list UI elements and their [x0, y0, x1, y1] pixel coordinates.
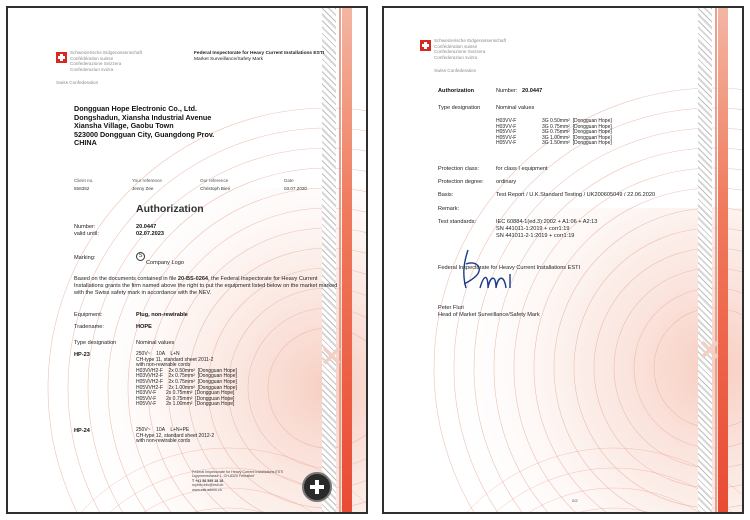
list-item: H05VV-F 3G 1.00mm² [Dongguan Hope] [496, 134, 612, 141]
test-standards-label: Test standards: [438, 219, 476, 225]
protection-degree-value: ordinary [496, 179, 517, 185]
esti-seal-icon [302, 472, 332, 502]
inspectorate-header: Federal Inspectorate for Heavy Current Installations ESTI Market Surveillance/Safety Mark [194, 51, 325, 62]
basis-value: Test Report / U.K.Standard Testing / UK200605049 / 22.06.2020 [496, 192, 656, 198]
swiss-flag-icon [56, 52, 67, 63]
safety-mark-icon: S [136, 252, 145, 261]
tradename-value: HOPE [136, 324, 152, 330]
protection-class-value: for class I equipment [496, 166, 548, 172]
decorative-rope-stripe [698, 8, 712, 512]
protection-degree-label: Protection degree: [438, 179, 484, 185]
protection-class-label: Protection class: [438, 166, 480, 172]
test-standards-list: IEC 60884-1(ed.3):2002 + A1:06 + A2:13 SN 441011-1:2019 + corr1:19 SN 441011-2-1:2019 + corr1:19 [496, 219, 598, 239]
nominal-values-label: Nominal values [136, 340, 175, 346]
certificate-page-1 [6, 6, 368, 514]
footer-contact: Federal Inspectorate for Heavy Current Installations ESTI Luppmenstrasse 1, CH-8320 Fehraltorf T +41 58 595 18 18 myinfo.info@esti.ch www.esti.admin.ch [192, 470, 284, 492]
ref-your-reference: Your reference Jenny Zee [132, 178, 162, 191]
authorization-label: Authorization [438, 88, 475, 94]
valid-until-value: 02.07.2023 [136, 231, 164, 237]
number-value: 20.0447 [522, 88, 543, 94]
background-arc-pattern [384, 8, 744, 514]
number-value: 20.0447 [136, 224, 157, 230]
page-title: Authorization [136, 203, 204, 215]
tradename-label: Tradename: [74, 324, 104, 330]
decorative-red-stripe [718, 8, 728, 512]
swiss-cross-watermark: ✕ [698, 335, 722, 366]
basis-label: Basis: [438, 192, 454, 198]
swiss-confederation-label: Swiss Confederation [434, 68, 477, 73]
number-label: Number: [74, 224, 96, 230]
ref-our-reference: Our reference Christoph Bieri [200, 178, 231, 191]
remark-label: Remark: [438, 206, 460, 212]
model-spec-list: 250V~ 10A L+N CH-type 11, standard sheet 2011-2 with non-rewirable cords H03VVH2-F 2x 0.50mm² [Dongguan Hope] H03VVH2-F 2x 0.75mm² [Dongguan Hope] H05VVH2-F 2x 0.75mm² [Dongguan Hope] H05VVH2-F 2x 1.00mm² [Dongguan Hope] H03VV-F 2x 0.75mm² [Dongguan Hope] H05VV-F 2x 0.75mm² [Dongguan Hope] H05VV-F 2x 1.00mm² [Dongguan Hope] [136, 351, 237, 408]
recipient-address: Dongguan Hope Electronic Co., Ltd. Dongshadun, Xiansha Industrial Avenue Xiansha Village, Gaobu Town 523000 Dongguan City, Guangdong Prov. CHINA [74, 104, 215, 148]
type-designation-label: Type designation [74, 340, 117, 346]
confederation-lines: Schweizerische Eidgenossenschaft Confédération suisse Confederazione Svizzera Confederaziun svizra [434, 38, 507, 60]
authorization-paragraph: Based on the documents contained in file 20-BS-0264, the Federal Inspectorate for Heavy Current Installations grants the firm named above the right to put the equipment listed below on the market marked with the Swiss safety mark in accordance with the NEV. [74, 276, 338, 296]
cord-list [496, 119, 612, 147]
list-item: H05VV-F 3G 0.75mm² [Dongguan Hope] [496, 129, 612, 136]
page-number: 2/2 [572, 498, 578, 503]
type-designation-label: Type designation [438, 105, 481, 111]
swiss-confederation-label: Swiss Confederation [56, 80, 99, 85]
signer-title: Head of Market Surveillance/Safety Mark [438, 312, 540, 318]
list-item: H03VV-F 3G 0.75mm² [Dongguan Hope] [496, 123, 612, 130]
list-item: H03VV-F 3G 0.50mm² [Dongguan Hope] [496, 118, 612, 124]
marking-label: Marking: [74, 255, 96, 261]
decorative-red-stripe [342, 8, 352, 512]
ref-date: Date 03.07.2020 [284, 178, 307, 191]
signature-image [454, 244, 544, 304]
certificate-page-2 [382, 6, 744, 514]
model-name: HP-23 [74, 352, 90, 358]
company-logo-label: Company Logo [146, 260, 184, 266]
signer-name: Peter Fluri [438, 305, 464, 311]
decorative-rope-stripe [322, 8, 336, 512]
list-item: H05VV-F 3G 1.50mm² [Dongguan Hope] [496, 140, 612, 147]
nominal-values-label: Nominal values [496, 105, 535, 111]
confederation-lines: Schweizerische Eidgenossenschaft Confédération suisse Confederazione Svizzera Confederaziun svizra [70, 50, 143, 72]
swiss-cross-watermark: ✕ [320, 341, 344, 372]
ref-client: Client no. 558352 [74, 178, 94, 191]
number-label: Number: [496, 88, 518, 94]
inspectorate-sign-line: Federal Inspectorate for Heavy Current Installations ESTI [438, 265, 581, 271]
model-spec-list: 250V~ 10A L+N+PE CH-type 12, standard sheet 2012-2 with non-rewirable cords [136, 427, 215, 445]
valid-until-label: valid until: [74, 231, 99, 237]
equipment-label: Equipment: [74, 312, 103, 318]
swiss-flag-icon [420, 40, 431, 51]
equipment-value: Plug, non-rewirable [136, 312, 188, 318]
model-name: HP-24 [74, 428, 90, 434]
